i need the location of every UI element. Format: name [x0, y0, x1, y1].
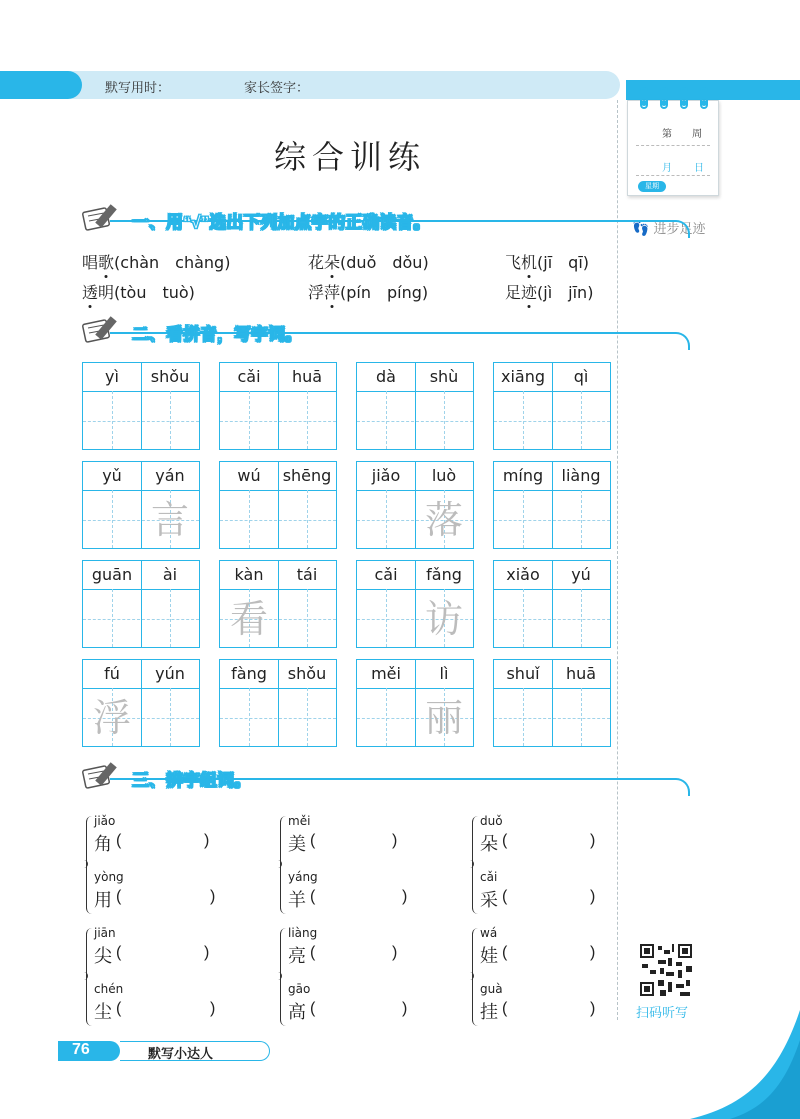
- group-char-1: 美: [288, 834, 306, 855]
- pron-char: 浮: [308, 283, 325, 302]
- answer-paren-close[interactable]: ): [402, 888, 408, 905]
- pinyin-left: kàn: [234, 565, 264, 584]
- pinyin-right: shù: [429, 367, 459, 386]
- pinyin-left: cǎi: [237, 367, 261, 386]
- group-pinyin-2: yáng: [288, 870, 318, 884]
- answer-paren-open[interactable]: (: [310, 1000, 316, 1017]
- ring-icon: [700, 87, 708, 109]
- pinyin-writing-cell[interactable]: [219, 461, 337, 549]
- pron-options: (tòu tuò): [114, 283, 195, 302]
- pinyin-writing-cell[interactable]: [219, 362, 337, 450]
- word-group: [472, 922, 622, 1032]
- pinyin-right: yún: [155, 664, 185, 683]
- pron-options: (jì jīn): [537, 283, 594, 302]
- pinyin-writing-cell[interactable]: [493, 659, 611, 747]
- pron-char: 飞: [505, 253, 522, 272]
- answer-paren-close[interactable]: ): [204, 944, 210, 961]
- pronunciation-item[interactable]: [82, 280, 195, 303]
- answer-paren-close[interactable]: ): [590, 832, 596, 849]
- group-char-1: 朵: [480, 834, 498, 855]
- pinyin-left: yǔ: [102, 466, 122, 485]
- pron-char: 透: [82, 283, 99, 302]
- pron-char: 花: [308, 253, 325, 272]
- corner-decoration: [690, 1010, 800, 1119]
- pronunciation-item[interactable]: [308, 280, 428, 303]
- sign-label: 家长签字：: [244, 80, 310, 95]
- pron-char: 明: [98, 283, 115, 302]
- pron-char: 萍: [324, 283, 341, 302]
- ring-icon: [660, 87, 668, 109]
- answer-paren-open[interactable]: (: [116, 888, 122, 905]
- section-2-header: [80, 318, 620, 344]
- pinyin-left: xiǎo: [506, 565, 540, 584]
- answer-paren-open[interactable]: (: [116, 832, 122, 849]
- group-char-2: 用: [94, 890, 112, 911]
- footprint-label: 👣 进步足迹: [632, 221, 706, 237]
- ring-icon: [640, 87, 648, 109]
- pinyin-right: lì: [439, 664, 449, 683]
- footprint-icon: 👣: [632, 221, 650, 237]
- group-pinyin-2: cǎi: [480, 870, 498, 884]
- pinyin-writing-cell[interactable]: [82, 560, 200, 648]
- answer-paren-close[interactable]: ): [210, 888, 216, 905]
- pencil-paper-icon: [80, 202, 130, 236]
- group-pinyin-1: měi: [288, 814, 311, 828]
- section-3-header: [80, 764, 620, 790]
- word-group: [86, 922, 236, 1032]
- pinyin-writing-cell[interactable]: [356, 362, 474, 450]
- hint-char-left: 看: [229, 597, 268, 641]
- group-pinyin-2: gāo: [288, 982, 311, 996]
- pinyin-right: shǒu: [150, 367, 190, 386]
- answer-paren-open[interactable]: (: [310, 944, 316, 961]
- group-char-2: 挂: [480, 1002, 498, 1023]
- group-char-1: 娃: [480, 946, 498, 967]
- qr-label: 扫码听写: [636, 1006, 689, 1021]
- answer-paren-close[interactable]: ): [590, 888, 596, 905]
- answer-paren-open[interactable]: (: [310, 888, 316, 905]
- group-pinyin-2: chén: [94, 982, 124, 996]
- group-pinyin-2: yòng: [94, 870, 124, 884]
- brace-icon: [472, 816, 480, 914]
- hint-char-left: 浮: [92, 696, 131, 740]
- pinyin-right: liàng: [561, 466, 601, 485]
- word-group: [472, 810, 622, 920]
- pinyin-writing-cell[interactable]: [493, 362, 611, 450]
- calendar-weekday: 星期: [638, 181, 666, 192]
- group-pinyin-2: guà: [480, 982, 503, 996]
- pinyin-right: huā: [291, 367, 323, 386]
- pencil-paper-icon: [80, 760, 130, 794]
- qr-code-icon[interactable]: [638, 942, 694, 998]
- pinyin-left: shuǐ: [506, 664, 540, 683]
- answer-paren-close[interactable]: ): [204, 832, 210, 849]
- pinyin-left: fàng: [231, 664, 267, 683]
- section-1-header: [80, 206, 620, 232]
- pinyin-writing-cell[interactable]: [219, 659, 337, 747]
- pinyin-left: cǎi: [374, 565, 398, 584]
- group-char-1: 尖: [94, 946, 112, 967]
- pinyin-writing-cell[interactable]: [82, 461, 200, 549]
- pron-char: 朵: [324, 253, 341, 272]
- pronunciation-item[interactable]: [505, 250, 589, 273]
- word-group: [86, 810, 236, 920]
- pinyin-writing-cell[interactable]: [219, 560, 337, 648]
- pinyin-left: měi: [371, 664, 401, 683]
- pencil-paper-icon: [80, 314, 130, 348]
- pinyin-left: míng: [502, 466, 544, 485]
- pinyin-left: guān: [91, 565, 133, 584]
- section-2-title: 二、看拼音，写字词。: [132, 325, 302, 344]
- pinyin-right: huā: [565, 664, 597, 683]
- page-title: 综合训练: [273, 138, 426, 176]
- pinyin-writing-cell[interactable]: [356, 461, 474, 549]
- brace-icon: [86, 928, 94, 1026]
- word-group: [280, 810, 430, 920]
- group-char-2: 采: [480, 890, 498, 911]
- answer-paren-open[interactable]: (: [502, 1000, 508, 1017]
- answer-paren-close[interactable]: ): [402, 1000, 408, 1017]
- pron-options: (pín píng): [340, 283, 429, 302]
- page-number: 76: [72, 1041, 90, 1058]
- group-pinyin-1: jiǎo: [94, 814, 116, 828]
- calendar-day: 日: [694, 163, 704, 174]
- pron-char: 唱: [82, 253, 99, 272]
- ring-icon: [680, 87, 688, 109]
- answer-paren-close[interactable]: ): [392, 832, 398, 849]
- brace-icon: [472, 928, 480, 1026]
- calendar-month: 月: [662, 163, 672, 174]
- answer-paren-close[interactable]: ): [590, 1000, 596, 1017]
- pron-char: 足: [505, 283, 522, 302]
- group-pinyin-1: wá: [480, 926, 498, 940]
- pinyin-left: dà: [376, 367, 396, 386]
- pinyin-writing-cell[interactable]: [493, 461, 611, 549]
- answer-paren-close[interactable]: ): [210, 1000, 216, 1017]
- word-group: [280, 922, 430, 1032]
- pinyin-right: tái: [296, 565, 318, 584]
- answer-paren-open[interactable]: (: [116, 1000, 122, 1017]
- group-char-1: 亮: [288, 946, 306, 967]
- pinyin-right: qì: [573, 367, 589, 386]
- brace-icon: [280, 928, 288, 1026]
- pron-options: (chàn chàng): [114, 253, 231, 272]
- pronunciation-item[interactable]: [308, 250, 429, 273]
- group-pinyin-1: duǒ: [480, 814, 503, 828]
- pron-char: 歌: [98, 253, 115, 272]
- section-3-title: 三、辨字组词。: [132, 771, 251, 790]
- pinyin-right: fǎng: [426, 565, 462, 584]
- calendar-week: 第 周: [662, 129, 702, 140]
- hint-char-right: 丽: [424, 696, 463, 740]
- answer-paren-open[interactable]: (: [502, 888, 508, 905]
- header-band: [0, 71, 620, 99]
- header-tab: [0, 71, 82, 99]
- answer-paren-open[interactable]: (: [502, 832, 508, 849]
- footer-brand: 默写小达人: [148, 1046, 214, 1061]
- pinyin-writing-cell[interactable]: [82, 659, 200, 747]
- pinyin-writing-cell[interactable]: [493, 560, 611, 648]
- side-band: [626, 80, 800, 100]
- group-char-2: 高: [288, 1002, 306, 1023]
- pinyin-left: yì: [105, 367, 119, 386]
- pinyin-right: yán: [155, 466, 185, 485]
- pinyin-left: xiāng: [500, 367, 545, 386]
- brace-icon: [280, 816, 288, 914]
- pinyin-right: shǒu: [287, 664, 327, 683]
- pinyin-left: jiǎo: [371, 466, 401, 485]
- answer-paren-open[interactable]: (: [310, 832, 316, 849]
- hint-char-right: 落: [424, 498, 463, 542]
- pron-options: (jī qī): [537, 253, 590, 272]
- pron-char: 机: [521, 253, 538, 272]
- pinyin-writing-cell[interactable]: [356, 560, 474, 648]
- pinyin-writing-cell[interactable]: [356, 659, 474, 747]
- pronunciation-item[interactable]: [505, 280, 593, 303]
- answer-paren-open[interactable]: (: [502, 944, 508, 961]
- group-pinyin-1: jiān: [94, 926, 116, 940]
- pronunciation-item[interactable]: [82, 250, 230, 273]
- pinyin-right: ài: [162, 565, 178, 584]
- pron-options: (duǒ dǒu): [340, 253, 429, 272]
- time-label: 默写用时：: [105, 80, 171, 95]
- group-char-2: 尘: [94, 1002, 112, 1023]
- answer-paren-open[interactable]: (: [116, 944, 122, 961]
- hint-char-right: 言: [150, 498, 189, 542]
- pinyin-left: wú: [237, 466, 261, 485]
- answer-paren-close[interactable]: ): [590, 944, 596, 961]
- brace-icon: [86, 816, 94, 914]
- pinyin-right: luò: [431, 466, 457, 485]
- group-char-2: 羊: [288, 890, 306, 911]
- pinyin-writing-cell[interactable]: [82, 362, 200, 450]
- answer-paren-close[interactable]: ): [392, 944, 398, 961]
- pinyin-left: fú: [104, 664, 120, 683]
- hint-char-right: 访: [424, 597, 463, 641]
- pinyin-right: shēng: [282, 466, 332, 485]
- section-1-title: 一、用“√”选出下列加点字的正确读音。: [132, 213, 431, 232]
- pinyin-right: yú: [571, 565, 591, 584]
- group-char-1: 角: [94, 834, 112, 855]
- pron-char: 迹: [521, 283, 538, 302]
- group-pinyin-1: liàng: [288, 926, 318, 940]
